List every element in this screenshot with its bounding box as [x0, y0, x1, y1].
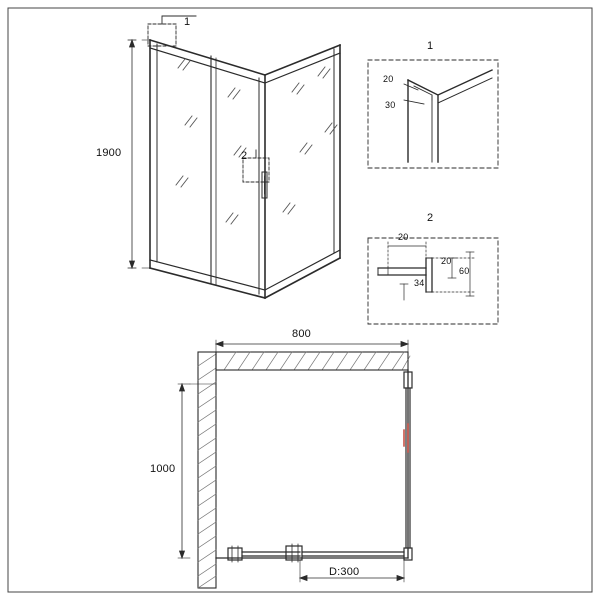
- plan-door-assembly: [228, 544, 404, 562]
- callout-label-2-elevation: 2: [241, 150, 248, 162]
- detail-2-dim-right-outer: 60: [459, 266, 470, 276]
- detail-1-dim-a: 20: [383, 74, 394, 84]
- dim-label-height-1900: 1900: [96, 147, 122, 159]
- detail-2-dim-top: 20: [398, 232, 409, 242]
- detail-2-title: 2: [427, 212, 434, 224]
- detail-1-title: 1: [427, 40, 434, 52]
- detail-2-dim-right-inner: 20: [441, 256, 452, 266]
- door-handle: [262, 172, 267, 198]
- callout-boxes: [148, 24, 269, 182]
- detail-2-dim-bottom: 34: [414, 278, 425, 288]
- detail-1-dim-b: 30: [385, 100, 396, 110]
- dim-height-1900: [128, 40, 150, 268]
- callout-label-1-elevation: 1: [184, 16, 191, 28]
- plan-view-geometry: [198, 352, 412, 588]
- sheet-border: [8, 8, 592, 592]
- front-elevation-geometry: [150, 40, 340, 298]
- plan-dim-depth-1000: 1000: [150, 463, 176, 475]
- plan-dim-width-800: 800: [292, 328, 311, 340]
- detail-2-box: [368, 238, 498, 324]
- plan-dim-door-300: D:300: [329, 566, 360, 578]
